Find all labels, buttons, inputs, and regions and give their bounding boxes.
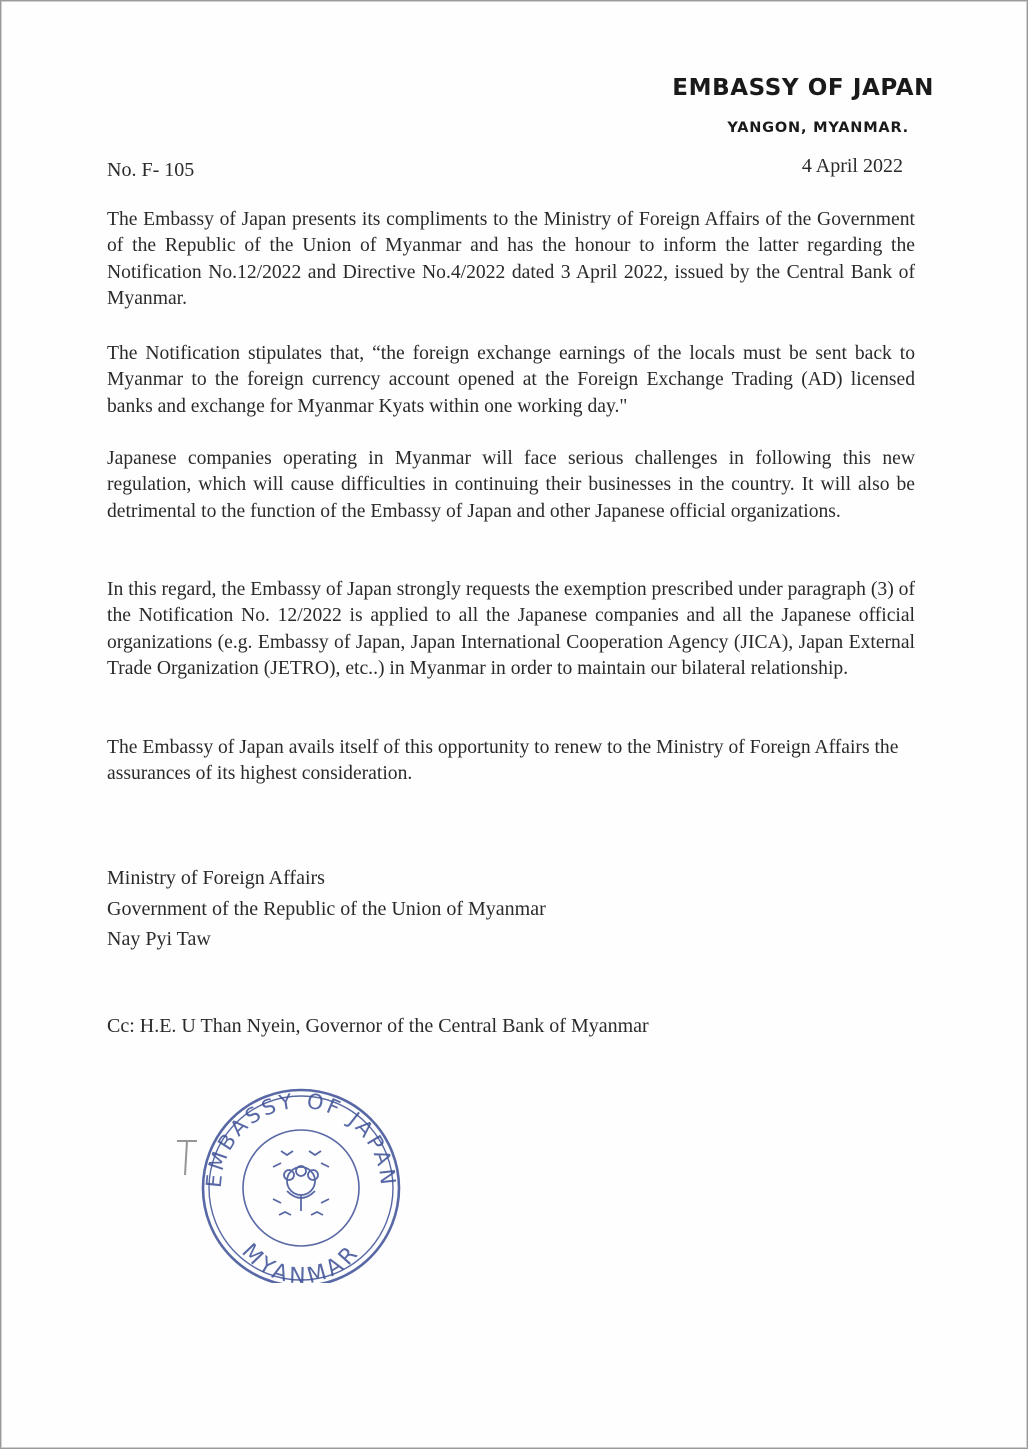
cc-line: Cc: H.E. U Than Nyein, Governor of the Central Bank of Myanmar bbox=[107, 1015, 649, 1037]
addressee-ministry: Ministry of Foreign Affairs bbox=[107, 867, 325, 889]
letterhead-title: EMBASSY OF JAPAN bbox=[672, 75, 934, 101]
addressee-city: Nay Pyi Taw bbox=[107, 928, 211, 950]
body-paragraph-3: Japanese companies operating in Myanmar will face serious challenges in following this new regulation, which will cause difficulties in continuing their businesses in the country. It will also be detrimental to the function of the Embassy of Japan and other Japanese official organizations. bbox=[107, 448, 915, 522]
embassy-seal-stamp bbox=[169, 1083, 409, 1283]
seal-bottom-text: MYANMAR bbox=[236, 1239, 366, 1283]
seal-emblem-icon bbox=[273, 1151, 329, 1215]
body-paragraph-1: The Embassy of Japan presents its compliments to the Ministry of Foreign Affairs of the Government of the Republic of the Union of Myanmar and has the honour to inform the latter regarding the Notification No.12/2022 and Directive No.4/2022 dated 3 April 2022, issued by the Central Bank of Myanmar. bbox=[107, 209, 915, 309]
seal-signature-mark bbox=[177, 1141, 197, 1175]
letterhead-city: YANGON, MYANMAR. bbox=[727, 120, 909, 136]
seal-top-text: EMBASSY OF JAPAN bbox=[201, 1088, 401, 1189]
letter-date: 4 April 2022 bbox=[801, 155, 903, 177]
addressee-government: Government of the Republic of the Union of Myanmar bbox=[107, 897, 546, 920]
body-paragraph-4: In this regard, the Embassy of Japan strongly requests the exemption prescribed under paragraph (3) of the Notification No. 12/2022 is applied to all the Japanese companies and all the Japanese official organizations (e.g. Embassy of Japan, Japan International Cooperation Agency (JICA), Japan External Trade Organization (JETRO), etc..) in Myanmar in order to maintain our bilateral relationship. bbox=[107, 579, 915, 679]
closing-paragraph: The Embassy of Japan avails itself of this opportunity to renew to the Ministry of Foreign Affairs the assurances of its highest consideration. bbox=[107, 737, 899, 785]
addressee-block bbox=[107, 863, 546, 955]
reference-number: No. F- 105 bbox=[107, 159, 195, 181]
body-paragraph-2: The Notification stipulates that, “the foreign exchange earnings of the locals must be sent back to Myanmar to the foreign currency account opened at the Foreign Exchange Trading (AD) licensed banks and exchange for Myanmar Kyats within one working day." bbox=[107, 343, 915, 417]
